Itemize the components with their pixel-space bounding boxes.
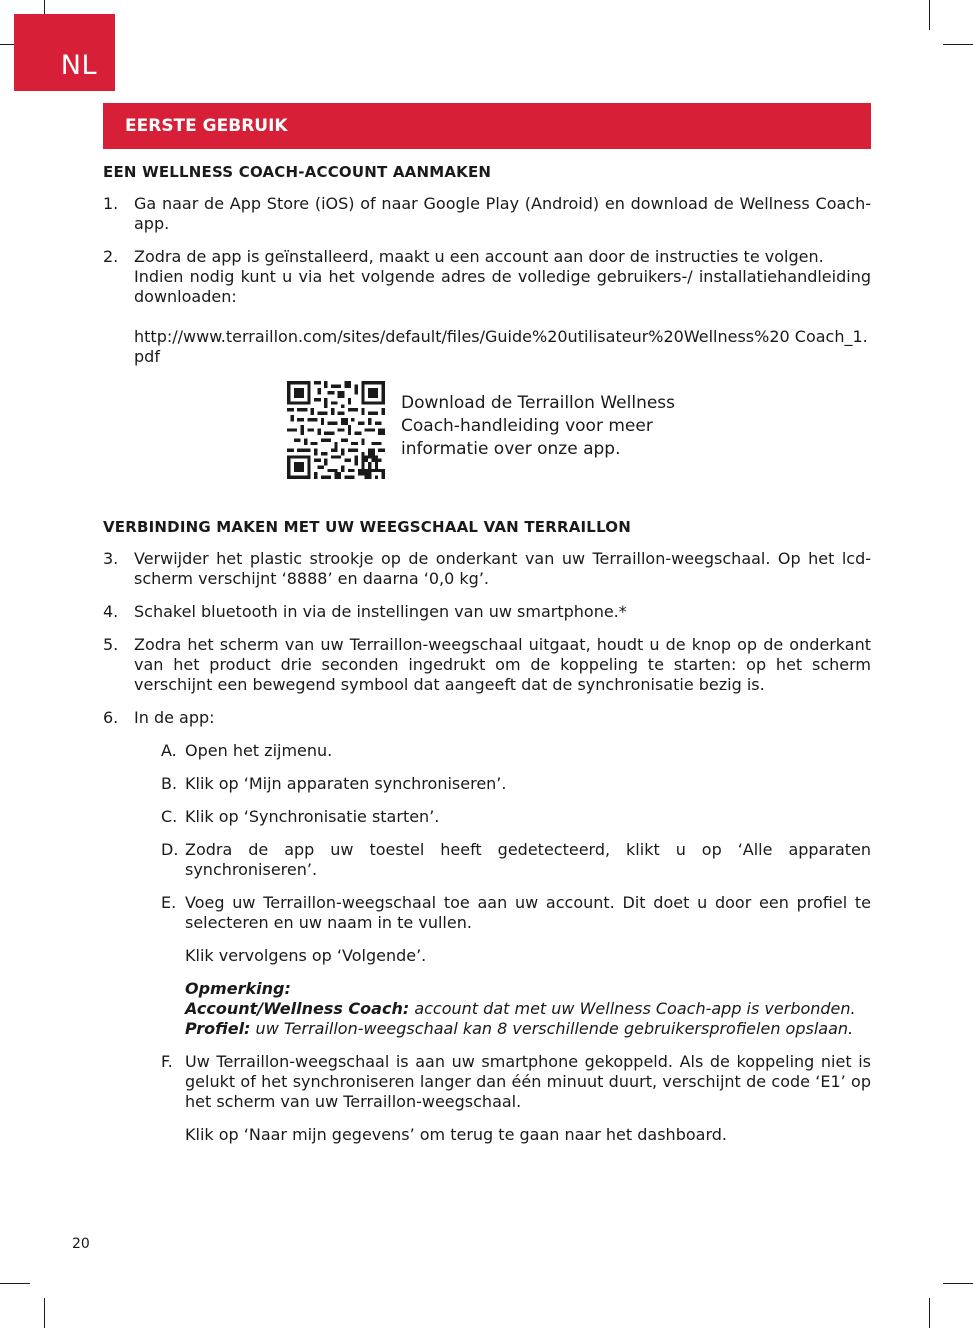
step-number: 5. — [103, 635, 119, 654]
connect-section — [103, 517, 871, 1145]
note-line-1 — [185, 999, 871, 1019]
substep-text-extra: Klik op ‘Naar mijn gegevens’ om terug te gaan naar het dashboard. — [185, 1125, 727, 1144]
substep-letter: A. — [161, 741, 177, 760]
substep-text: Open het zijmenu. — [185, 741, 333, 760]
substep-text — [185, 893, 871, 1039]
step-4 — [103, 602, 871, 622]
note-title: Opmerking: — [185, 979, 291, 998]
section-banner — [103, 103, 871, 149]
note-term: Profiel: — [185, 1019, 251, 1038]
manual-url[interactable]: http://www.terraillon.com/sites/default/files/Guide%20utilisateur%20Wellness%20 Coach_1.pdf — [134, 327, 868, 366]
substep-letter: D. — [161, 840, 179, 859]
substep-letter: F. — [161, 1052, 173, 1071]
substep-text: Klik op ‘Mijn apparaten synchroniseren’. — [185, 774, 507, 793]
substep-f — [161, 1052, 871, 1145]
note-definition: account dat met uw Wellness Coach-app is verbonden. — [414, 999, 856, 1018]
step-3 — [103, 549, 871, 589]
step-text: In de app: — [134, 708, 215, 727]
qr-code-icon — [287, 381, 385, 479]
step-text: Ga naar de App Store (iOS) of naar Google Play (Android) en download de Wellness Coach-app. — [134, 194, 871, 233]
step-2 — [103, 247, 871, 307]
step-text — [134, 247, 871, 307]
account-heading: EEN WELLNESS COACH-ACCOUNT AANMAKEN — [103, 163, 492, 181]
step-text: Verwijder het plastic strookje op de onderkant van uw Terraillon-weegschaal. Op het lcd-scherm verschijnt ‘8888’ en daarna ‘0,0 kg’. — [134, 549, 871, 588]
step-6 — [103, 708, 871, 728]
step-text: Schakel bluetooth in via de instellingen van uw smartphone.* — [134, 602, 627, 621]
substep-letter: B. — [161, 774, 178, 793]
step-number: 3. — [103, 549, 119, 568]
substep-letter: E. — [161, 893, 177, 912]
substep-text-main: Uw Terraillon-weegschaal is aan uw smartphone gekoppeld. Als de koppeling niet is gelukt of het synchroniseren langer dan één minuut duurt, verschijnt de code ‘E1’ op het scherm van uw Terraillon-weegschaal. — [185, 1052, 871, 1111]
step-1 — [103, 194, 871, 234]
substep-text-main: Voeg uw Terraillon-weegschaal toe aan uw account. Dit doet u door een profiel te selecteren en uw naam in te vullen. — [185, 893, 871, 932]
step-number: 1. — [103, 194, 119, 213]
language-label: NL — [60, 50, 97, 81]
substep-text — [185, 1052, 871, 1145]
substep-text: Klik op ‘Synchronisatie starten’. — [185, 807, 440, 826]
substep-a — [161, 741, 871, 761]
crop-mark — [44, 1298, 45, 1328]
language-tab — [14, 14, 115, 91]
qr-caption: Download de Terraillon Wellness Coach-handleiding voor meer informatie over onze app. — [401, 393, 676, 459]
substep-b — [161, 774, 871, 794]
step-number: 2. — [103, 247, 119, 266]
substep-text: Zodra de app uw toestel heeft gedetecteerd, klikt u op ‘Alle apparaten synchroniseren’. — [185, 840, 871, 879]
substep-text-extra: Klik vervolgens op ‘Volgende’. — [185, 946, 427, 965]
crop-mark — [929, 0, 930, 30]
note-line-2 — [185, 1019, 871, 1039]
step-text-extra: Indien nodig kunt u via het volgende adres de volledige gebruikers-/ installatiehandleiding downloaden: — [134, 267, 871, 306]
substep-d — [161, 840, 871, 880]
step-number: 6. — [103, 708, 119, 727]
crop-mark — [943, 1283, 973, 1284]
note-box — [185, 979, 871, 1039]
connect-heading: VERBINDING MAKEN MET UW WEEGSCHAAL VAN TERRAILLON — [103, 518, 631, 536]
page-number: 20 — [72, 1236, 90, 1252]
page-content — [103, 162, 871, 1158]
substep-letter: C. — [161, 807, 178, 826]
crop-mark — [943, 44, 973, 45]
qr-block — [287, 381, 871, 479]
substep-c — [161, 807, 871, 827]
step-text: Zodra het scherm van uw Terraillon-weegschaal uitgaat, houdt u de knop op de onderkant van het product drie seconden ingedrukt om de koppeling te starten: op het scherm verschijnt een bewegend symbool dat aangeeft dat de synchronisatie bezig is. — [134, 635, 871, 694]
crop-mark — [0, 1283, 30, 1284]
crop-mark — [929, 1298, 930, 1328]
step-5 — [103, 635, 871, 695]
note-term: Account/Wellness Coach: — [185, 999, 410, 1018]
banner-title: EERSTE GEBRUIK — [125, 116, 288, 136]
note-definition: uw Terraillon-weegschaal kan 8 verschillende gebruikersprofielen opslaan. — [255, 1019, 854, 1038]
step-number: 4. — [103, 602, 119, 621]
step-text-main: Zodra de app is geïnstalleerd, maakt u een account aan door de instructies te volgen. — [134, 247, 824, 266]
substep-e — [161, 893, 871, 1039]
